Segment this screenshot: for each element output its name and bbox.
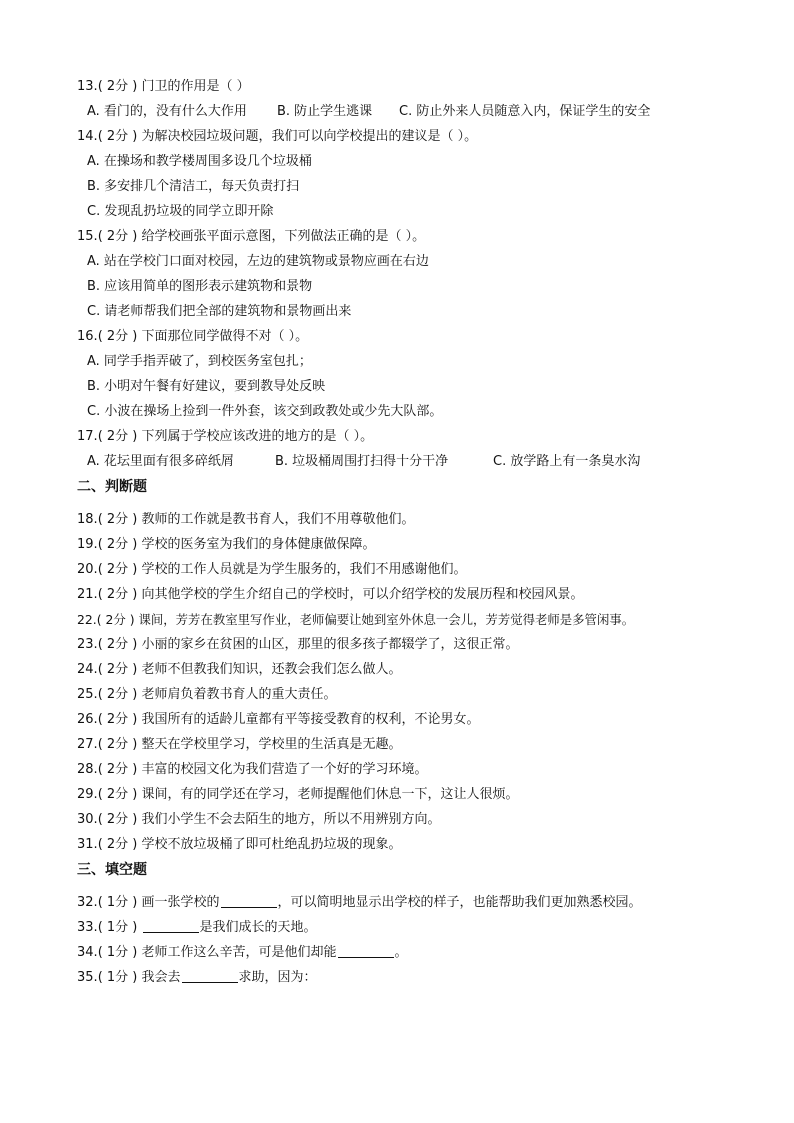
option-a: A. 花坛里面有很多碎纸屑 xyxy=(87,454,234,469)
question-score: ( 2分 ) xyxy=(97,79,138,94)
question-number: 22. xyxy=(77,612,97,627)
option-a: A. 站在学校门口面对校园，左边的建筑物或景物应画在右边 xyxy=(87,254,429,269)
question-19 xyxy=(77,536,376,554)
question-number: 15. xyxy=(77,229,98,244)
option-b: B. 应该用简单的图形表示建筑物和景物 xyxy=(87,279,313,294)
question-text: 丰富的校园文化为我们营造了一个好的学习环境。 xyxy=(141,762,428,777)
question-number: 14. xyxy=(77,129,98,144)
question-number: 23. xyxy=(77,637,98,652)
section-heading-fill: 三、填空题 xyxy=(77,862,147,878)
question-text: 课间，芳芳在教室里写作业，老师偏要让她到室外休息一会儿，芳芳觉得老师是多管闲事。 xyxy=(138,612,635,627)
question-text: 老师肩负着教书育人的重大责任。 xyxy=(141,687,337,702)
question-text-after: 是我们成长的天地。 xyxy=(199,920,317,935)
option-c: C. 放学路上有一条臭水沟 xyxy=(493,454,641,469)
question-text: 学校的工作人员就是为学生服务的，我们不用感谢他们。 xyxy=(141,562,467,577)
question-score: ( 2分 ) xyxy=(97,512,138,527)
question-text: 老师不但教我们知识，还教会我们怎么做人。 xyxy=(141,662,402,677)
question-27 xyxy=(77,736,402,754)
question-23 xyxy=(77,636,519,654)
question-number: 27. xyxy=(77,737,98,752)
question-score: ( 2分 ) xyxy=(97,737,138,752)
question-35 xyxy=(77,969,317,987)
question-number: 19. xyxy=(77,537,98,552)
question-31 xyxy=(77,836,402,854)
question-score: ( 2分 ) xyxy=(97,812,138,827)
section-heading-judge: 二、判断题 xyxy=(77,479,147,495)
question-number: 29. xyxy=(77,787,98,802)
question-30 xyxy=(77,811,441,829)
question-16 xyxy=(77,328,308,346)
question-text: 整天在学校里学习，学校里的生活真是无趣。 xyxy=(141,737,402,752)
question-text: 为解决校园垃圾问题，我们可以向学校提出的建议是（ ）。 xyxy=(141,129,478,144)
question-score: ( 1分 ) xyxy=(97,970,138,985)
question-text: 学校的医务室为我们的身体健康做保障。 xyxy=(141,537,376,552)
question-number: 24. xyxy=(77,662,98,677)
question-text-after: 。 xyxy=(394,945,408,960)
question-number: 33. xyxy=(77,920,98,935)
question-score: ( 2分 ) xyxy=(97,637,138,652)
question-14 xyxy=(77,128,477,146)
question-text: 给学校画张平面示意图，下列做法正确的是（ ）。 xyxy=(141,229,426,244)
question-score: ( 2分 ) xyxy=(97,537,138,552)
question-number: 16. xyxy=(77,329,98,344)
option-b: B. 小明对午餐有好建议，要到教导处反映 xyxy=(87,379,326,394)
question-15 xyxy=(77,228,425,246)
question-score: ( 2分 ) xyxy=(97,662,138,677)
question-21 xyxy=(77,586,584,604)
question-score: ( 2分 ) xyxy=(97,687,138,702)
question-17 xyxy=(77,428,373,446)
question-text: 我们小学生不会去陌生的地方，所以不用辨别方向。 xyxy=(141,812,441,827)
answer-blank[interactable] xyxy=(221,895,277,908)
question-score: ( 2分 ) xyxy=(97,129,138,144)
options-17 xyxy=(87,453,640,471)
options-13 xyxy=(87,103,650,121)
question-33 xyxy=(77,919,317,937)
question-score: ( 1分 ) xyxy=(97,895,138,910)
question-text: 教师的工作就是教书育人，我们不用尊敬他们。 xyxy=(141,512,415,527)
option-b: B. 多安排几个清洁工，每天负责打扫 xyxy=(87,179,300,194)
option-c: C. 请老师帮我们把全部的建筑物和景物画出来 xyxy=(87,304,352,319)
option-c: C. 小波在操场上捡到一件外套，该交到政教处或少先大队部。 xyxy=(87,404,443,419)
question-13 xyxy=(77,78,250,96)
question-number: 34. xyxy=(77,945,98,960)
question-18 xyxy=(77,511,415,529)
question-score: ( 2分 ) xyxy=(97,787,138,802)
question-score: ( 2分 ) xyxy=(97,429,138,444)
question-32 xyxy=(77,894,642,912)
question-number: 13. xyxy=(77,79,98,94)
question-score: ( 2分 ) xyxy=(97,229,138,244)
question-score: ( 2分 ) xyxy=(97,329,138,344)
answer-blank[interactable] xyxy=(338,945,394,958)
question-text: 课间，有的同学还在学习，老师提醒他们休息一下，这让人很烦。 xyxy=(141,787,519,802)
option-c: C. 发现乱扔垃圾的同学立即开除 xyxy=(87,204,274,219)
question-number: 32. xyxy=(77,895,98,910)
question-score: ( 2分 ) xyxy=(97,712,138,727)
question-26 xyxy=(77,711,480,729)
option-a: A. 在操场和教学楼周围多设几个垃圾桶 xyxy=(87,154,312,169)
answer-blank[interactable] xyxy=(143,920,199,933)
question-text: 小丽的家乡在贫困的山区，那里的很多孩子都辍学了，这很正常。 xyxy=(141,637,519,652)
question-20 xyxy=(77,561,467,579)
question-number: 28. xyxy=(77,762,98,777)
question-text-before: 老师工作这么辛苦，可是他们却能 xyxy=(141,945,337,960)
question-text: 我国所有的适龄儿童都有平等接受教育的权利，不论男女。 xyxy=(141,712,480,727)
question-22 xyxy=(77,611,634,629)
option-a: A. 看门的，没有什么大作用 xyxy=(87,104,247,119)
question-score: ( 1分 ) xyxy=(97,945,138,960)
question-score: ( 2分 ) xyxy=(96,612,135,627)
question-text: 学校不放垃圾桶了即可杜绝乱扔垃圾的现象。 xyxy=(141,837,402,852)
option-a: A. 同学手指弄破了，到校医务室包扎； xyxy=(87,354,312,369)
option-c: C. 防止外来人员随意入内，保证学生的安全 xyxy=(399,104,651,119)
question-number: 21. xyxy=(77,587,98,602)
question-number: 25. xyxy=(77,687,98,702)
question-34 xyxy=(77,944,408,962)
question-text: 门卫的作用是（ ） xyxy=(141,79,250,94)
question-number: 30. xyxy=(77,812,98,827)
question-number: 26. xyxy=(77,712,98,727)
option-b: B. 防止学生逃课 xyxy=(277,104,373,119)
option-b: B. 垃圾桶周围打扫得十分干净 xyxy=(275,454,449,469)
question-28 xyxy=(77,761,428,779)
question-number: 17. xyxy=(77,429,98,444)
question-text: 向其他学校的学生介绍自己的学校时，可以介绍学校的发展历程和校园风景。 xyxy=(141,587,584,602)
question-score: ( 2分 ) xyxy=(97,837,138,852)
question-text-after: 求助，因为： xyxy=(238,970,317,985)
question-score: ( 1分 ) xyxy=(97,920,138,935)
question-number: 35. xyxy=(77,970,98,985)
question-text-before: 我会去 xyxy=(141,970,181,985)
question-number: 20. xyxy=(77,562,98,577)
question-score: ( 2分 ) xyxy=(97,587,138,602)
question-24 xyxy=(77,661,402,679)
question-text-before: 画一张学校的 xyxy=(141,895,220,910)
question-text-after: ，可以简明地显示出学校的样子，也能帮助我们更加熟悉校园。 xyxy=(277,895,642,910)
question-number: 31. xyxy=(77,837,98,852)
answer-blank[interactable] xyxy=(182,970,238,983)
question-25 xyxy=(77,686,337,704)
question-score: ( 2分 ) xyxy=(97,562,138,577)
question-text: 下面那位同学做得不对（ ）。 xyxy=(141,329,309,344)
question-score: ( 2分 ) xyxy=(97,762,138,777)
question-number: 18. xyxy=(77,512,98,527)
question-29 xyxy=(77,786,519,804)
question-text: 下列属于学校应该改进的地方的是（ ）。 xyxy=(141,429,374,444)
